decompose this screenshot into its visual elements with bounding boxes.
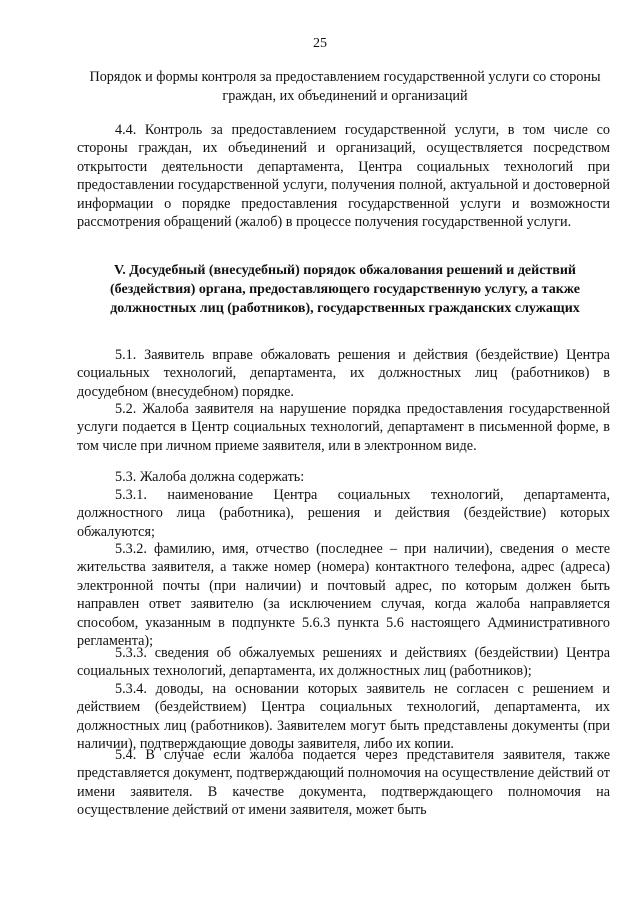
page-number: 25 (313, 36, 327, 51)
section-4-heading: Порядок и формы контроля за предоставлением государственной услуги со стороны граждан, их объединений и организаций (89, 69, 601, 104)
paragraph-4-4: 4.4. Контроль за предоставлением государственной услуги, в том числе со стороны граждан, их объединений и организаций, осуществляется посредством открытости деятельности департамента, Центра социальных технологий при предоставлении государственной услуги, получения полной, актуальной и достоверной информации о порядке предоставления государственной услуги и возможности рассмотрения обращений (жалоб) в процессе получения государственной услуги. (77, 122, 610, 231)
section-5-heading: V. Досудебный (внесудебный) порядок обжалования решений и действий (бездействия) органа, предоставляющего государственную услугу, а также должностных лиц (работников), государственных гражданских служащих (110, 263, 580, 316)
paragraph-5-3: 5.3. Жалоба должна содержать: (115, 469, 305, 485)
paragraph-5-3-2: 5.3.2. фамилию, имя, отчество (последнее – при наличии), сведения о месте жительства заявителя, а также номер (номера) контактного телефона, адрес (адреса) электронной почты (при наличии) и почтовый адрес, по которым должен быть направлен ответ заявителю (за исключением случая, когда жалоба направляется способом, указанным в подпункте 5.6.3 пункта 5.6 настоящего Административного регламента); (77, 541, 610, 650)
paragraph-5-2: 5.2. Жалоба заявителя на нарушение порядка предоставления государственной услуги подается в Центр социальных технологий, департамент в письменной форме, в том числе при личном приеме заявителя, или в электронном виде. (77, 401, 610, 454)
paragraph-5-3-1: 5.3.1. наименование Центра социальных технологий, департамента, должностного лица (работника), решения и действия (бездействие) которых обжалуются; (77, 487, 610, 540)
paragraph-5-1: 5.1. Заявитель вправе обжаловать решения и действия (бездействие) Центра социальных технологий, департамента, их должностных лиц (работников) в досудебном (внесудебном) порядке. (77, 347, 610, 400)
paragraph-5-4: 5.4. В случае если жалоба подается через представителя заявителя, также представляется документ, подтверждающий полномочия на осуществление действий от имени заявителя. В качестве документа, подтверждающего полномочия на осуществление действий от имени заявителя, может быть (77, 747, 610, 819)
paragraph-5-3-4: 5.3.4. доводы, на основании которых заявитель не согласен с решением и действием (бездействием) Центра социальных технологий, департамента, их должностных лиц (работников). Заявителем могут быть представлены документы (при наличии), подтверждающие доводы заявителя, либо их копии. (77, 681, 610, 753)
paragraph-5-3-3: 5.3.3. сведения об обжалуемых решениях и действиях (бездействии) Центра социальных технологий, департамента, их должностных лиц (работников); (77, 645, 610, 680)
